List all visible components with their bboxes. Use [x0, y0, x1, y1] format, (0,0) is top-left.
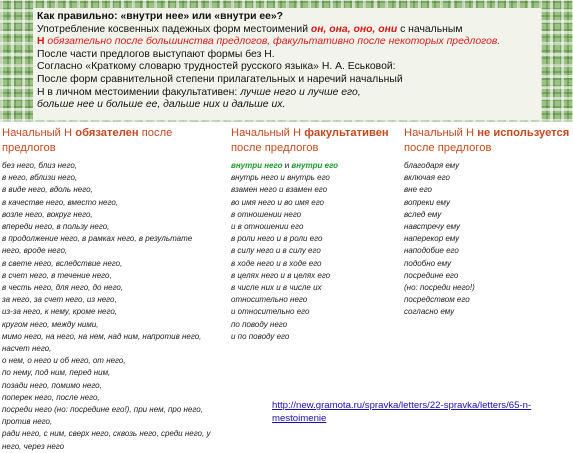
preposition-list	[231, 160, 401, 343]
list-item: в целях него и в целях его	[231, 270, 331, 280]
list-item: и относительно его	[231, 307, 310, 317]
list-item: посредством его	[404, 295, 470, 305]
list-item: и в отношении его	[231, 222, 304, 232]
pronoun-list: он, она, оно, они	[310, 23, 398, 35]
list-item: поперек него, после него,	[2, 392, 100, 402]
list-item: включая его	[404, 173, 450, 183]
highlight-a: внутри него	[231, 161, 283, 170]
source-link-line-1[interactable]: http://new.gramota.ru/spravka/letters/22-spravka/letters/65-n-	[272, 400, 532, 411]
list-item: во имя него и во имя его	[231, 197, 325, 207]
list-item: из-за него, к нему, кроме него,	[2, 307, 118, 317]
note-line-7-examples: лучше него и лучше его,	[240, 86, 361, 98]
note-line-6: После форм сравнительной степени прилагательных и наречий начальный	[37, 73, 403, 85]
list-item: наподобие его	[404, 246, 459, 256]
list-item: вопреки ему	[404, 197, 450, 207]
list-item: в честь него, для него, до него,	[2, 283, 124, 293]
heading-line-2: предлогов	[2, 142, 56, 154]
list-item: вслед ему	[404, 209, 442, 219]
list-item: вне его	[404, 185, 433, 195]
list-item: в роли него и в роли его	[231, 234, 323, 244]
list-item: посредине его	[404, 270, 459, 280]
list-item: за него, за счет него, из него,	[2, 295, 117, 305]
note-line-2-text: Употребление косвенных падежных форм местоимений	[37, 23, 311, 35]
heading-prefix: Начальный Н	[2, 127, 76, 139]
list-item: в числе них и в числе их	[231, 283, 322, 293]
list-item-highlight	[231, 160, 401, 172]
note-line-5: Согласно «Краткому словарю трудностей русского языка» Н. А. Еськовой:	[37, 61, 396, 73]
column-optional-heading	[231, 126, 401, 156]
list-item: него, через него	[2, 441, 65, 451]
list-item: наперекор ему	[404, 234, 460, 244]
list-item: него, вроде него,	[2, 246, 68, 256]
list-item: по поводу него	[231, 319, 288, 329]
list-item: взамен него и взамен его	[231, 185, 328, 195]
rule-note	[33, 8, 541, 120]
column-mandatory	[2, 126, 224, 453]
list-item: в продолжение него, в рамках него, в результате	[2, 234, 193, 244]
list-item: относительно него	[231, 295, 308, 305]
heading-line-2: после предлогов	[404, 142, 492, 154]
list-item: благодаря ему	[404, 161, 460, 170]
list-item: подобно ему	[404, 258, 452, 268]
source-link[interactable]	[272, 399, 531, 425]
note-line-8: больше нее и больше ее, дальше них и дальше их.	[37, 99, 286, 111]
list-items	[231, 172, 401, 343]
list-item: насчет него,	[2, 344, 52, 354]
preposition-list	[2, 160, 224, 453]
list-item: (но: посреди него!)	[404, 283, 475, 293]
list-item: в свете него, вследствие него,	[2, 258, 123, 268]
letter-n: Н	[37, 36, 45, 48]
list-item: мимо него, на него, на нем, над ним, напротив него,	[2, 331, 202, 341]
heading-prefix: Начальный Н	[404, 127, 478, 139]
list-item: внутрь него и внутрь его	[231, 173, 330, 183]
list-item: и по поводу его	[231, 331, 290, 341]
column-optional	[231, 126, 401, 343]
list-item: по нему, под ним, перед ним,	[2, 368, 111, 378]
note-line-3	[37, 36, 537, 49]
highlight-b: внутри его	[291, 161, 339, 170]
heading-line-2: после предлогов	[231, 142, 319, 154]
list-item: в качестве него, вместо него,	[2, 197, 118, 207]
list-item: в отношении него	[231, 209, 302, 219]
column-not-used-heading	[404, 126, 572, 156]
list-item: навстречу ему	[404, 222, 460, 232]
list-item: позади него, помимо него,	[2, 380, 102, 390]
column-not-used	[404, 126, 572, 319]
list-item: против него,	[2, 417, 53, 427]
source-link-line-2[interactable]: mestoimenie	[272, 413, 327, 424]
note-line-3-text: обязательно после большинства предлогов, факультативно после некоторых предлогов.	[44, 36, 501, 48]
list-item: в ходе него и в ходе его	[231, 258, 322, 268]
list-item: посреди него (но: посредине его!), при нем, про него,	[2, 405, 203, 415]
heading-keyword: обязателен	[75, 127, 139, 139]
list-item: в счет него, в течение него,	[2, 270, 112, 280]
list-item: возле него, вокруг него,	[2, 209, 93, 219]
list-item: ради него, с ним, сверх него, сквозь него, среди него, у	[2, 429, 211, 439]
highlight-mid: и	[282, 161, 292, 170]
list-item: кругом него, между ними,	[2, 319, 99, 329]
note-line-2-suffix: с начальным	[397, 23, 463, 35]
list-item: о нем, о него и об него, от него,	[2, 356, 126, 366]
heading-suffix: после	[138, 127, 173, 139]
list-item: согласно ему	[404, 307, 455, 317]
list-item: без него, близ него,	[2, 161, 78, 170]
list-item: в силу него и в силу его	[231, 246, 321, 256]
list-item: в него, вблизи него,	[2, 173, 78, 183]
heading-keyword: не используется	[477, 127, 570, 139]
list-item: впереди него, в пользу него,	[2, 222, 110, 232]
list-item: в виде него, вдоль него,	[2, 185, 93, 195]
heading-keyword: факультативен	[304, 127, 389, 139]
column-mandatory-heading	[2, 126, 224, 156]
note-line-2	[37, 24, 537, 37]
note-title: Как правильно: «внутри нее» или «внутри ее»?	[37, 11, 284, 22]
note-line-4: После части предлогов выступают формы без Н.	[37, 48, 275, 60]
note-line-7	[37, 87, 537, 100]
preposition-list	[404, 160, 572, 319]
note-line-7-text: Н в личном местоимении факультативен:	[37, 86, 241, 98]
heading-prefix: Начальный Н	[231, 127, 305, 139]
